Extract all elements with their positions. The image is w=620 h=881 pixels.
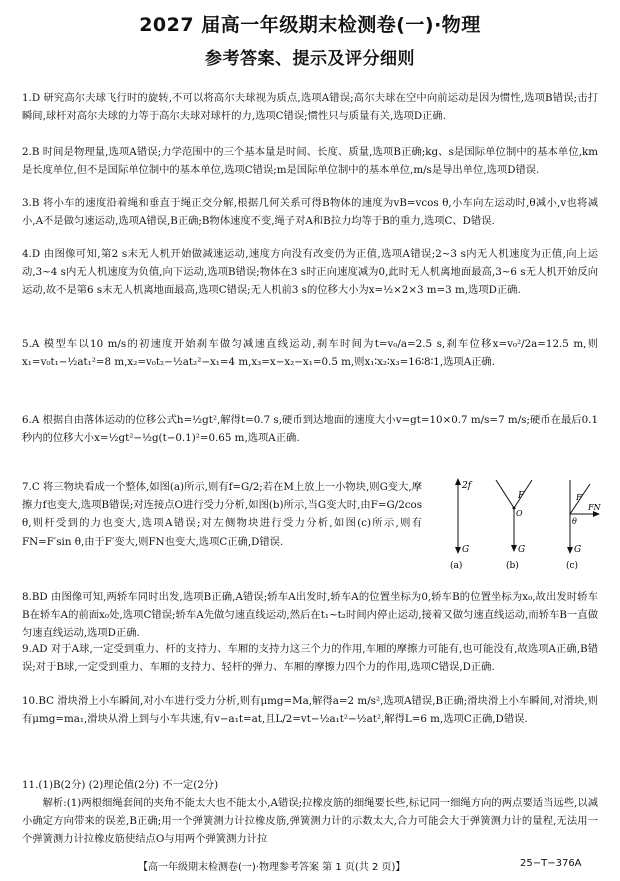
label-G-c: G (574, 545, 582, 555)
answer-5: 5.A 模型车以10 m/s的初速度开始刹车做匀减速直线运动,刹车时间为t=v₀/a=2.5 s,刹车位移x=v₀²/2a=12.5 m,则x₁=v₀t₁−½at₁²=8 m,x₂=v₀t₂−½at₂²−x₁=4 m,x₃=x−x₂−x₁=0.5 m,则x₁∶x₂∶x₃=16∶8∶1,选项A正确. (22, 338, 598, 369)
label-G-b: G (518, 545, 526, 555)
answer-11-head: 11.(1)B(2分) (2)理论值(2分) 不一定(2分) (22, 779, 219, 791)
figure-b (496, 480, 532, 570)
figure-a (450, 478, 473, 570)
label-G-a: G (462, 545, 470, 555)
answer-1: 1.D 研究高尔夫球飞行时的旋转,不可以将高尔夫球视为质点,选项A错误;高尔夫球在空中向前运动是因为惯性,选项B错误;击打瞬间,球杆对高尔夫球的力等于高尔夫球对球杆的力,选项C错误;惯性只与质量有关,选项D正确. (22, 92, 598, 123)
label-F-b: F (518, 491, 525, 501)
figure-c-label: (c) (566, 561, 579, 570)
answer-10: 10.BC 滑块滑上小车瞬间,对小车进行受力分析,则有μmg=Ma,解得a=2 m/s²,选项A错误,B正确;滑块滑上小车瞬间,对滑块,则有μmg=ma₁,滑块从滑上到与小车共速,有v−a₁t=at,且L/2=vt−½a₁t²−½at²,解得L=6 m,选项C正确,D错误. (22, 695, 598, 726)
label-FN: FN (588, 503, 601, 512)
answer-7: 7.C 将三物块看成一个整体,如图(a)所示,则有f=G/2;若在M上放上一小物块,则G变大,摩擦力f也变大,选项B错误;对连接点O进行受力分析,如图(b)所示,当G变大时,由F=G/2cos θ,则杆受到的力也变大,选项A错误;对左侧物块进行受力分析,如图(c)所示,则有FN=F′sin θ,由于F′变大,则FN也变大,选项C正确,D错误. (22, 481, 422, 548)
figure-b-label: (b) (506, 561, 519, 570)
answer-11-body: 解析:(1)两根细绳套间的夹角不能太大也不能太小,A错误;拉橡皮筋的细绳要长些,标记同一细绳方向的两点要适当远些,以减小确定方向带来的误差,B正确;用一个弹簧测力计拉橡皮筋,弹簧测力计的示数太大,合力可能会大于弹簧测力计的量程,无法用一个弹簧测力计拉橡皮筋使结点O与用两个弹簧测力计拉 (22, 797, 598, 846)
answer-2: 2.B 时间是物理量,选项A错误;力学范围中的三个基本量是时间、长度、质量,选项B正确;kg、s是国际单位制中的基本单位,km是长度单位,但不是国际单位制中的基本单位,选项C错误;m是国际单位制中的基本单位,m/s是导出单位,选项D错误. (22, 146, 598, 177)
figure-c (566, 480, 602, 570)
footer-left: 【高一年级期末检测卷(一)·物理参考答案 第 1 页(共 2 页)】 (138, 862, 406, 873)
label-O: O (516, 509, 523, 518)
page-subtitle: 参考答案、提示及评分细则 (205, 49, 415, 69)
answer-8: 8.BD 由图像可知,两轿车同时出发,选项B正确,A错误;轿车A出发时,轿车A的位置坐标为0,轿车B的位置坐标为x₀,故出发时轿车B在轿车A的前面x₀处,选项C错误;轿车A先做匀速直线运动,然后在t₁~t₂时间内停止运动,接着又做匀速直线运动,而轿车B一直做匀速直线运动,选项D正确. (22, 591, 598, 640)
page-title: 2027 届高一年级期末检测卷(一)·物理 (139, 14, 481, 36)
figure-a-label: (a) (450, 561, 463, 570)
answer-3: 3.B 将小车的速度沿着绳和垂直于绳正交分解,根据几何关系可得B物体的速度为vB=vcos θ,小车向左运动时,θ减小,v也将减小,A不是做匀速运动,选项A错误,B正确;B物体速度不变,绳子对A和B拉力均等于B的重力,选项C、D错误. (22, 197, 598, 228)
force-diagram-figure (444, 470, 604, 570)
label-2f: 2f (462, 481, 472, 491)
footer-code: 25−T−376A (520, 858, 582, 869)
answer-4: 4.D 由图像可知,第2 s末无人机开始做减速运动,速度方向没有改变仍为正值,选项A错误;2~3 s内无人机速度为正值,向上运动,3~4 s内无人机速度为负值,向下运动,选项B错误;物体在3 s时正向速度减为0,此时无人机离地面最高,3~6 s无人机开始反向运动,故不是第6 s末无人机离地面最高,选项C错误;无人机前3 s的位移大小为x=½×2×3 m=3 m,选项D正确. (22, 248, 598, 297)
answer-6: 6.A 根据自由落体运动的位移公式h=½gt²,解得t=0.7 s,硬币到达地面的速度大小v=gt=10×0.7 m/s=7 m/s;硬币在最后0.1秒内的位移大小x=½gt²−½g(t−0.1)²=0.65 m,选项A正确. (22, 414, 598, 445)
label-theta: θ (572, 517, 577, 526)
label-F-prime: F′ (576, 493, 584, 502)
answer-9: 9.AD 对于A球,一定受到重力、杆的支持力、车厢的支持力这三个力的作用,车厢的摩擦力可能有,也可能没有,故选项A正确,B错误;对于B球,一定受到重力、车厢的支持力、轻杆的弹力、车厢的摩擦力四个力的作用,选项C错误,D正确. (22, 643, 598, 674)
